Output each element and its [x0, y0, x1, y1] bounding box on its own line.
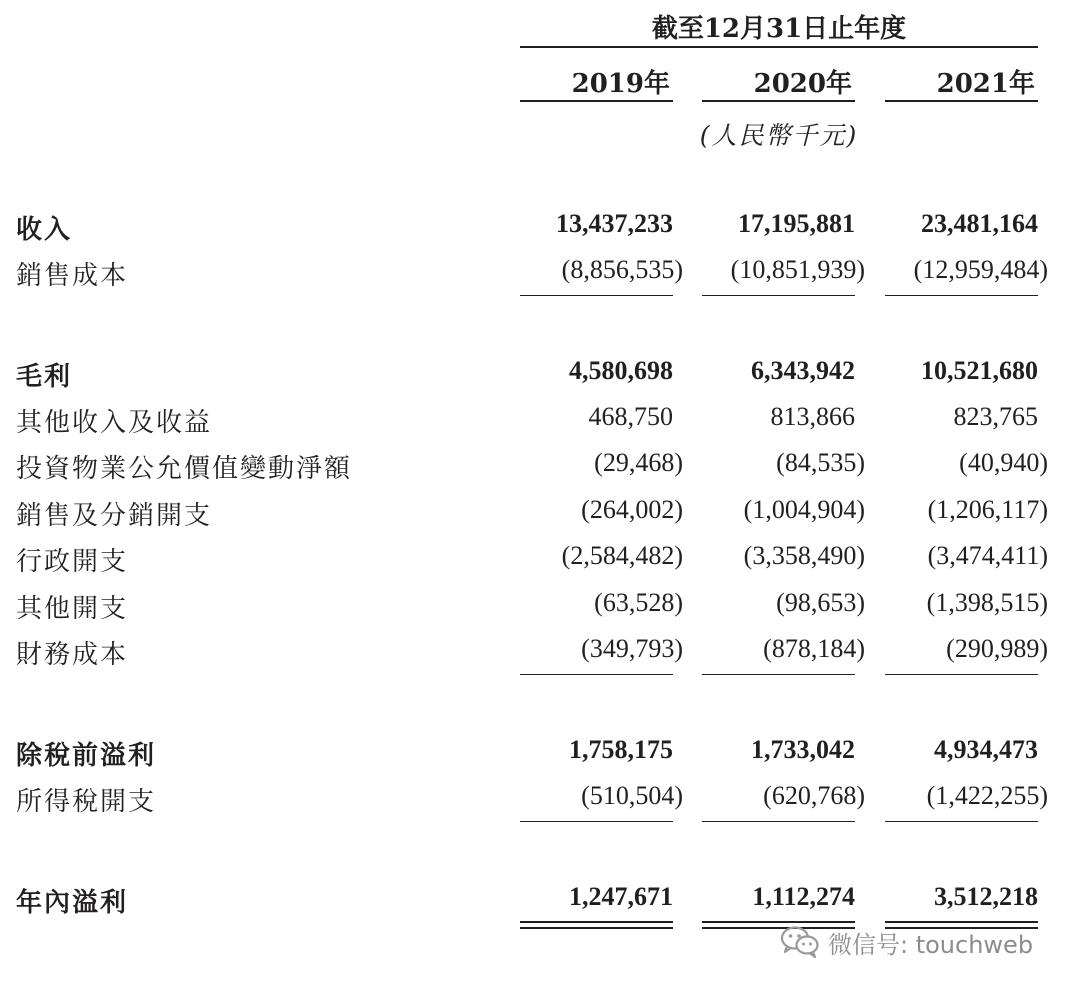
- value-2020: (98,653): [776, 588, 865, 617]
- table-row: [0, 781, 1080, 825]
- value-2019: (2,584,482): [561, 541, 683, 570]
- value-2021: (290,989): [946, 634, 1048, 663]
- subtotal-rule: [520, 674, 673, 675]
- value-2020: (10,851,939): [730, 255, 865, 284]
- total-double-rule: [520, 921, 673, 929]
- value-2019: 468,750: [588, 402, 673, 431]
- row-label: 毛利: [16, 362, 73, 392]
- year-rule: [702, 100, 855, 102]
- row-label: 銷售及分銷開支: [16, 501, 213, 531]
- value-2020: 1,112,274: [752, 882, 855, 911]
- table-row: [0, 209, 1080, 253]
- table-row: [0, 634, 1080, 678]
- value-2021: 3,512,218: [934, 882, 1038, 911]
- row-label: 除稅前溢利: [16, 741, 157, 771]
- value-2019: 4,580,698: [569, 356, 673, 385]
- row-label: 行政開支: [16, 547, 129, 577]
- currency-unit: (人民幣千元): [699, 121, 859, 150]
- value-2020: (3,358,490): [743, 541, 865, 570]
- table-row: [0, 356, 1080, 400]
- value-2020: (84,535): [776, 448, 865, 477]
- value-2019: (63,528): [594, 588, 683, 617]
- row-label: 財務成本: [16, 640, 129, 670]
- row-label: 銷售成本: [16, 261, 129, 291]
- subtotal-rule: [702, 821, 855, 822]
- table-row: [0, 735, 1080, 779]
- value-2021: (40,940): [959, 448, 1048, 477]
- value-2019: (8,856,535): [561, 255, 683, 284]
- row-label: 收入: [16, 215, 73, 245]
- table-row: [0, 588, 1080, 632]
- table-row: [0, 495, 1080, 539]
- value-2021: (3,474,411): [927, 541, 1048, 570]
- value-2019: 1,758,175: [569, 735, 673, 764]
- value-2020: 1,733,042: [751, 735, 855, 764]
- row-label: 其他開支: [16, 594, 129, 624]
- table-row: [0, 402, 1080, 446]
- subtotal-rule: [885, 295, 1038, 296]
- value-2020: (620,768): [763, 781, 865, 810]
- year-2019: 2019年: [571, 69, 670, 99]
- value-2019: (349,793): [581, 634, 683, 663]
- value-2020: (878,184): [763, 634, 865, 663]
- subtotal-rule: [885, 674, 1038, 675]
- subtotal-rule: [702, 295, 855, 296]
- row-label: 投資物業公允價值變動淨額: [16, 454, 353, 484]
- subtotal-rule: [885, 821, 1038, 822]
- value-2020: (1,004,904): [743, 495, 865, 524]
- row-label: 其他收入及收益: [16, 408, 213, 438]
- value-2020: 813,866: [770, 402, 855, 431]
- value-2020: 17,195,881: [738, 209, 855, 238]
- value-2021: (1,206,117): [927, 495, 1048, 524]
- watermark: [780, 920, 1070, 964]
- subtotal-rule: [702, 674, 855, 675]
- wechat-icon: [780, 925, 820, 959]
- value-2021: (12,959,484): [913, 255, 1048, 284]
- subtotal-rule: [520, 295, 673, 296]
- year-rule: [520, 100, 673, 102]
- row-label: 所得稅開支: [16, 787, 157, 817]
- header-rule: [520, 46, 1038, 48]
- value-2021: 23,481,164: [921, 209, 1038, 238]
- value-2021: (1,398,515): [926, 588, 1048, 617]
- table-row: [0, 255, 1080, 299]
- value-2021: 823,765: [953, 402, 1038, 431]
- year-2021: 2021年: [936, 69, 1035, 99]
- year-rule: [885, 100, 1038, 102]
- subtotal-rule: [520, 821, 673, 822]
- value-2021: 4,934,473: [934, 735, 1038, 764]
- row-label: 年內溢利: [16, 888, 129, 918]
- value-2021: (1,422,255): [926, 781, 1048, 810]
- value-2019: (264,002): [581, 495, 683, 524]
- value-2019: 13,437,233: [556, 209, 673, 238]
- value-2019: 1,247,671: [569, 882, 673, 911]
- value-2019: (510,504): [581, 781, 683, 810]
- table-row: [0, 448, 1080, 492]
- value-2021: 10,521,680: [921, 356, 1038, 385]
- year-2020: 2020年: [753, 69, 852, 99]
- table-row: [0, 541, 1080, 585]
- value-2019: (29,468): [594, 448, 683, 477]
- watermark-text: 微信号: touchweb: [828, 930, 1034, 959]
- period-header: 截至12月31日止年度: [651, 14, 907, 44]
- value-2020: 6,343,942: [751, 356, 855, 385]
